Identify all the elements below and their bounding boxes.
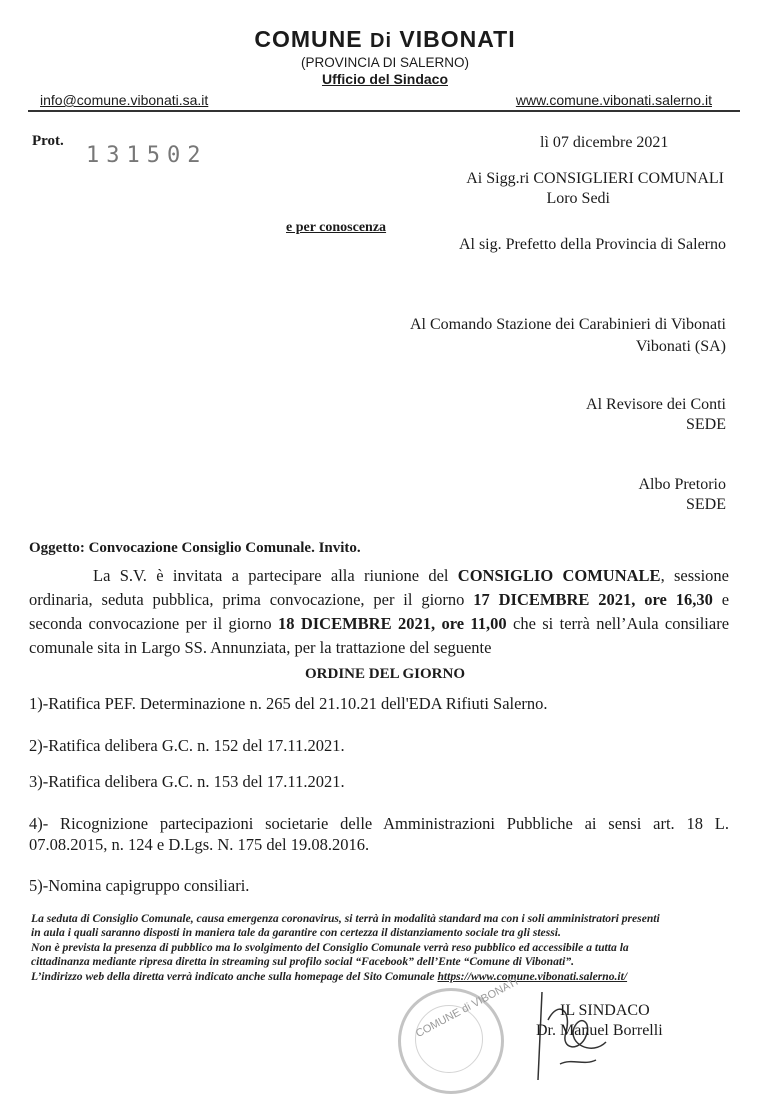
recipient-carabinieri: Al Comando Stazione dei Carabinieri di Vibonati xyxy=(409,316,726,333)
body-line-4: comunale sita in Largo SS. Annunziata, per la trattazione del seguente xyxy=(29,638,492,657)
municipality-title xyxy=(0,26,770,53)
province-subtitle: (PROVINCIA DI SALERNO) xyxy=(300,55,470,70)
agenda-title: ORDINE DEL GIORNO xyxy=(304,666,466,682)
agenda-item-4-line-2: 07.08.2015, n. 124 e D.Lgs. N. 175 del 19.08.2016. xyxy=(29,835,370,854)
recipient-carabinieri-location: Vibonati (SA) xyxy=(635,338,726,355)
agenda-item-2: 2)-Ratifica delibera G.C. n. 152 del 17.11.2021. xyxy=(29,736,345,755)
recipient-councillors-location: Loro Sedi xyxy=(546,190,610,207)
stamp-text: COMUNE di VIBONATI xyxy=(413,975,521,1041)
subject-text: Convocazione Consiglio Comunale. Invito. xyxy=(88,540,361,556)
agenda-item-3: 3)-Ratifica delibera G.C. n. 153 del 17.11.2021. xyxy=(29,772,345,791)
protocol-label: Prot. xyxy=(32,133,64,149)
title-vibonati: VIBONATI xyxy=(399,26,516,52)
letter-date: lì 07 dicembre 2021 xyxy=(540,134,669,151)
signature-title: IL SINDACO xyxy=(560,1002,650,1019)
municipal-stamp xyxy=(398,988,504,1094)
note-line-1: La seduta di Consiglio Comunale, causa emergenza coronavirus, si terrà in modalità standard ma con i soli amministratori presenti xyxy=(31,912,660,925)
recipient-revisore-location: SEDE xyxy=(686,416,726,433)
office-name: Ufficio del Sindaco xyxy=(321,71,448,87)
website-link[interactable]: www.comune.vibonati.salerno.it xyxy=(515,92,712,108)
note-line-4: cittadinanza mediante ripresa diretta in streaming sul profilo social “Facebook” dell’Ente “Comune di Vibonati”. xyxy=(31,955,575,968)
title-di: Di xyxy=(370,30,393,52)
recipient-albo-location: SEDE xyxy=(686,496,726,513)
for-information-label: e per conoscenza xyxy=(286,220,387,235)
recipient-revisore: Al Revisore dei Conti xyxy=(586,396,726,413)
header-divider xyxy=(28,110,740,112)
recipient-albo: Albo Pretorio xyxy=(638,476,726,493)
title-comune: COMUNE xyxy=(254,26,363,52)
protocol-number: 131502 xyxy=(86,143,208,168)
recipient-prefetto: Al sig. Prefetto della Provincia di Salerno xyxy=(458,236,726,253)
body-line-1: La S.V. è invitata a partecipare alla riunione del CONSIGLIO COMUNALE, sessione xyxy=(93,566,729,585)
agenda-item-1: 1)-Ratifica PEF. Determinazione n. 265 del 21.10.21 dell'EDA Rifiuti Salerno. xyxy=(29,694,548,713)
email-link[interactable]: info@comune.vibonati.sa.it xyxy=(40,92,209,108)
note-line-3: Non è prevista la presenza di pubblico ma lo svolgimento del Consiglio Comunale verrà reso pubblico ed accessibile a tutta la xyxy=(31,941,629,954)
note-line-2: in aula i quali saranno disposti in maniera tale da garantire con certezza il distanziamento sociale tra gli stessi. xyxy=(31,926,561,939)
note-line-5: L’indirizzo web della diretta verrà indicato anche sulla homepage del Sito Comunale https://www.comune.vibonati.salerno.it/ xyxy=(31,970,628,983)
streaming-site-link[interactable]: https://www.comune.vibonati.salerno.it/ xyxy=(437,970,628,983)
recipient-councillors: Ai Sigg.ri CONSIGLIERI COMUNALI xyxy=(466,170,724,187)
subject-label: Oggetto: xyxy=(29,540,85,556)
body-line-2: ordinaria, seduta pubblica, prima convocazione, per il giorno 17 DICEMBRE 2021, ore 16,30 e xyxy=(29,590,730,609)
agenda-item-4-line-1: 4)- Ricognizione partecipazioni societarie delle Amministrazioni Pubbliche ai sensi art. 18 L. xyxy=(29,814,729,833)
agenda-item-5: 5)-Nomina capigruppo consiliari. xyxy=(29,876,250,895)
signature-name: Dr. Manuel Borrelli xyxy=(536,1022,663,1039)
subject-line xyxy=(29,540,361,557)
body-line-3: seconda convocazione per il giorno 18 DICEMBRE 2021, ore 11,00 che si terrà nell’Aula consiliare xyxy=(29,614,730,633)
